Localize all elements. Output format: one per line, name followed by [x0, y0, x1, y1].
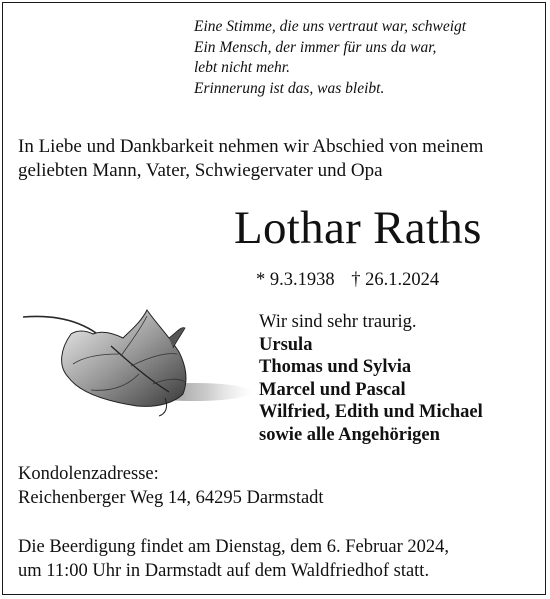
mourners-intro: Wir sind sehr traurig. [259, 312, 417, 332]
condolence-address [18, 462, 324, 510]
poem-line: Erinnerung ist das, was bleibt. [194, 79, 385, 97]
deceased-name: Lothar Raths [234, 202, 482, 254]
death-date: † 26.1.2024 [351, 270, 440, 290]
obituary-frame [2, 2, 546, 595]
funeral-line: Die Beerdigung findet am Dienstag, dem 6. Februar 2024, [18, 537, 450, 557]
mourners-block [259, 311, 483, 446]
life-dates [256, 269, 439, 291]
mourner-name: sowie alle Angehörigen [259, 424, 440, 445]
address-label: Kondolenzadresse: [18, 464, 159, 484]
poem-line: Ein Mensch, der immer für uns da war, [194, 38, 437, 56]
mourner-name: Ursula [259, 334, 313, 355]
intro-line: geliebten Mann, Vater, Schwiegervater und Opa [18, 160, 383, 181]
mourner-name: Thomas und Sylvia [259, 357, 412, 377]
poem [194, 17, 466, 99]
intro-text [18, 135, 538, 183]
dried-leaf-image [19, 308, 251, 420]
birth-date: * 9.3.1938 [256, 270, 335, 290]
funeral-line: um 11:00 Uhr in Darmstadt auf dem Waldfriedhof statt. [18, 561, 430, 581]
intro-line: In Liebe und Dankbarkeit nehmen wir Abschied von meinem [18, 136, 484, 157]
poem-line: lebt nicht mehr. [194, 59, 290, 76]
mourner-name: Marcel und Pascal [259, 379, 406, 400]
mourner-name: Wilfried, Edith und Michael [259, 402, 483, 422]
address-line: Reichenberger Weg 14, 64295 Darmstadt [18, 488, 324, 508]
funeral-notice [18, 535, 449, 583]
poem-line: Eine Stimme, die uns vertraut war, schweigt [194, 18, 467, 35]
